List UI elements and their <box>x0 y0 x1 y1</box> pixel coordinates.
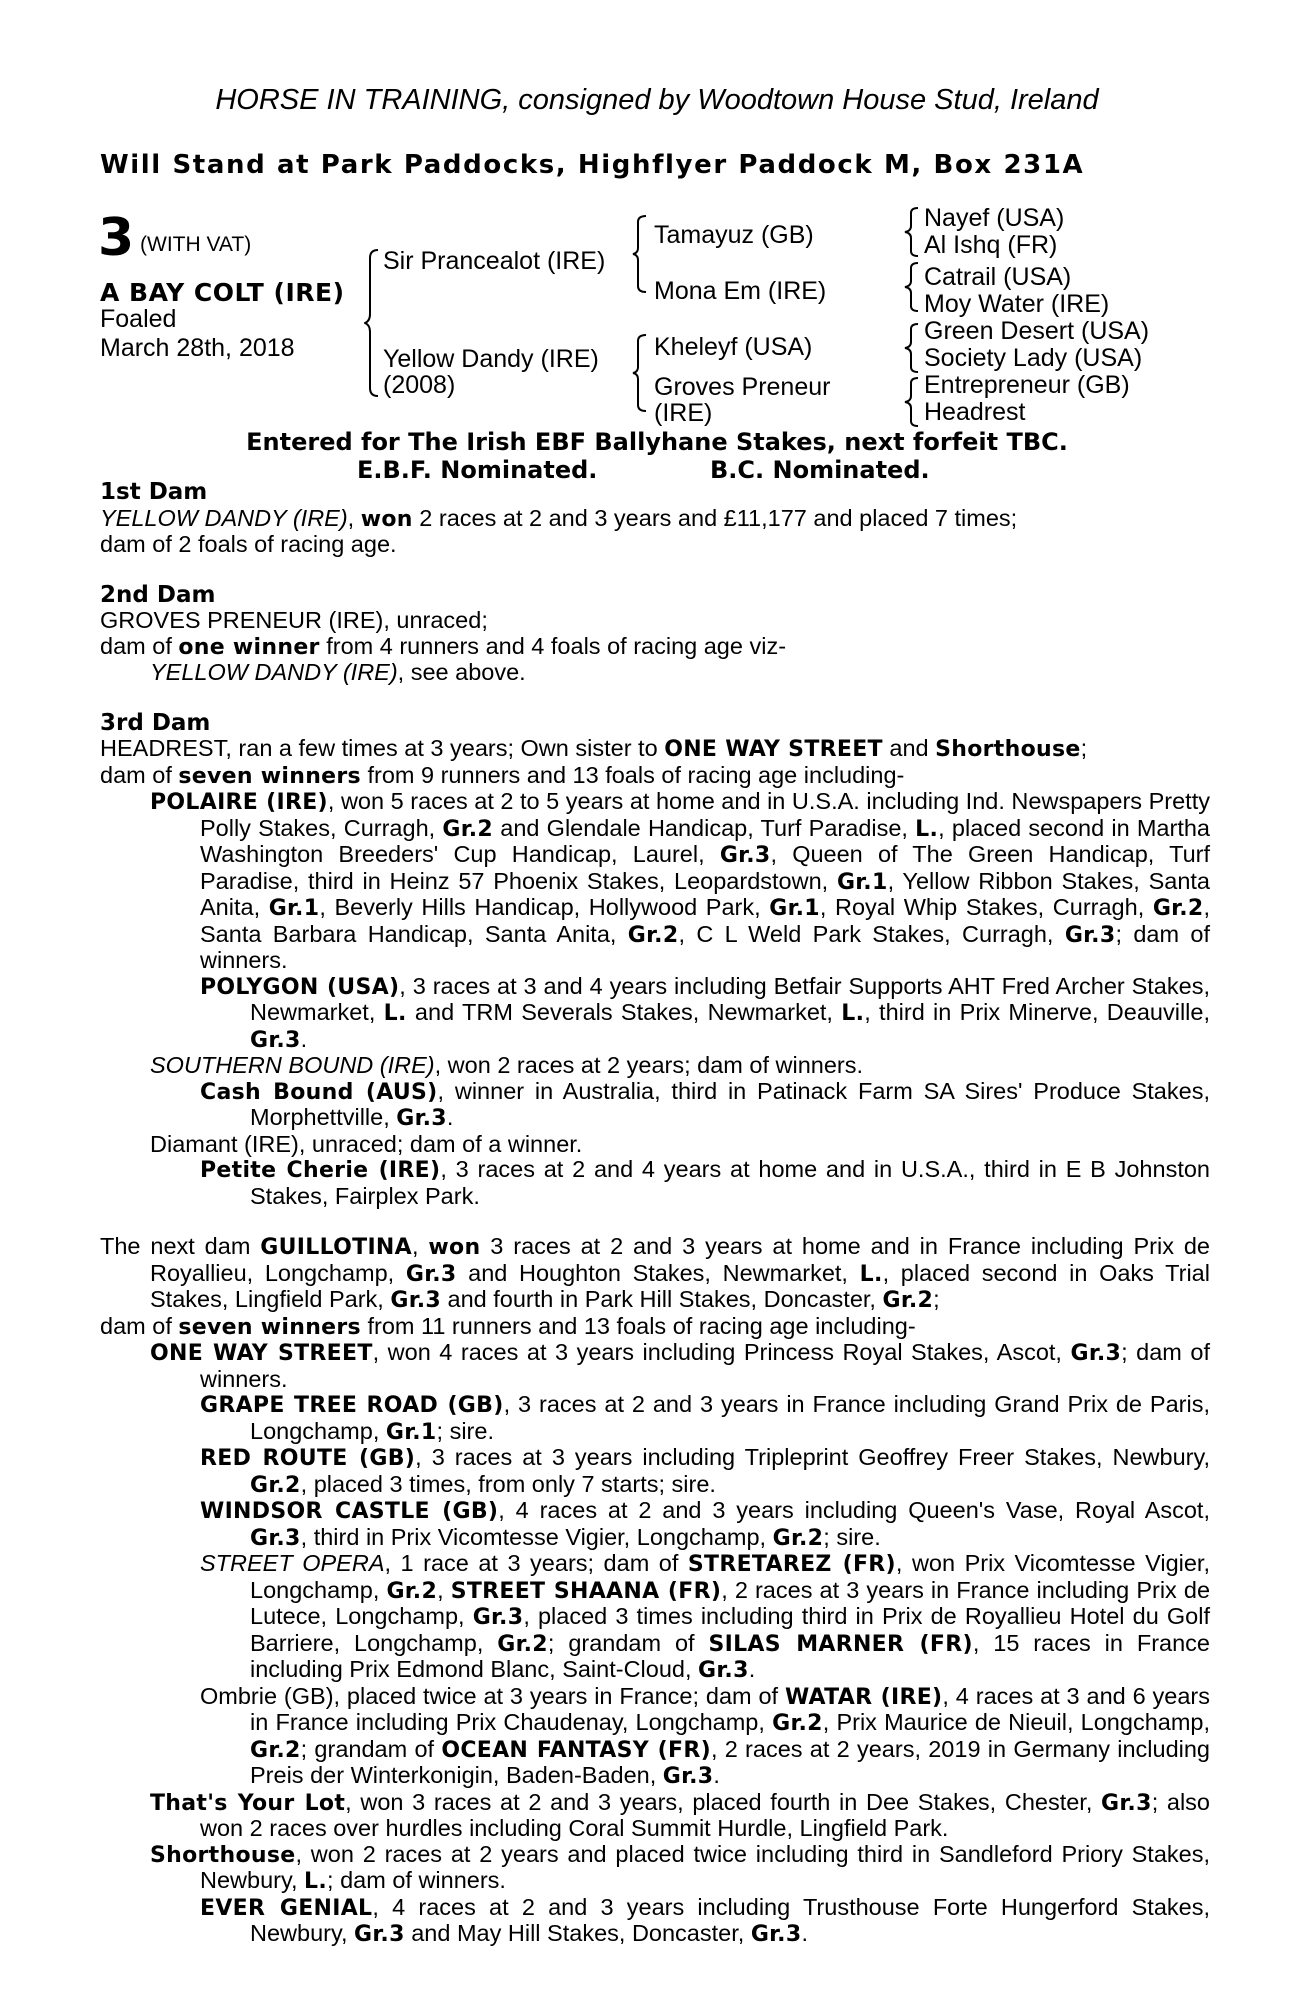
second-dam-text: GROVES PRENEUR (IRE), unraced; <box>100 607 488 633</box>
produce-petite-cherie: Petite Cherie (IRE), 3 races at 2 and 4 years at home and in U.S.A., third in E B Johnston Stakes, Fairplex Park. <box>200 1156 1210 1209</box>
pedigree-dam-sire: Kheleyf (USA) <box>654 333 813 361</box>
pedigree-g1: Nayef (USA) <box>924 204 1065 232</box>
produce-diamant: Diamant (IRE), unraced; dam of a winner. <box>150 1130 583 1157</box>
pedigree-sire-dam: Mona Em (IRE) <box>654 277 827 305</box>
consignor-heading: HORSE IN TRAINING, consigned by Woodtown House Stud, Ireland <box>215 84 1099 116</box>
third-dam-heading: 3rd Dam <box>100 709 211 736</box>
produce-street-opera: STREET OPERA, 1 race at 3 years; dam of STRETAREZ (FR), won Prix Vicomtesse Vigier, Longchamp, Gr.2, STREET SHAANA (FR), 2 races at 3 years in France including Prix de Lutece, Longchamp, Gr.3, placed 3 times including third in Prix de Royallieu Hotel du Golf Barriere, Longchamp, Gr.2; grandam of SILAS MARNER (FR), 15 races in France including Prix Edmond Blanc, Saint-Cloud, Gr.3. <box>200 1550 1211 1683</box>
produce-shorthouse: Shorthouse, won 2 races at 2 years and placed twice including third in Sandleford Priory Stakes, Newbury, L.; dam of winners. <box>150 1840 1210 1894</box>
pedigree-brace-sire <box>632 214 648 294</box>
first-dam-text: YELLOW DANDY (IRE), won 2 races at 2 and 3 years and £11,177 and placed 7 times; <box>100 504 1018 532</box>
produce-one-way-street: ONE WAY STREET, won 4 races at 3 years including Princess Royal Stakes, Ascot, Gr.3; dam of winners. <box>150 1339 1210 1392</box>
ebf-nominated: E.B.F. Nominated. <box>357 456 598 484</box>
catalogue-body <box>100 480 1210 1948</box>
pedigree-brace-g1 <box>904 206 920 258</box>
pedigree-dam-dam-suffix: (IRE) <box>654 399 713 427</box>
produce-windsor-castle: WINDSOR CASTLE (GB), 4 races at 2 and 3 years including Queen's Vase, Royal Ascot, Gr.3, third in Prix Vicomtesse Vigier, Longchamp, Gr.2; sire. <box>200 1497 1210 1551</box>
race-entry: Entered for The Irish EBF Ballyhane Stakes, next forfeit TBC. <box>246 428 1068 456</box>
pedigree-sire-sire: Tamayuz (GB) <box>654 221 814 249</box>
second-dam-heading: 2nd Dam <box>100 581 216 608</box>
produce-thats-your-lot: That's Your Lot, won 3 races at 2 and 3 years, placed fourth in Dee Stakes, Chester, Gr.3; also won 2 races over hurdles including Coral Summit Hurdle, Lingfield Park. <box>150 1788 1211 1841</box>
pedigree-g4: Moy Water (IRE) <box>924 290 1110 318</box>
produce-ombrie: Ombrie (GB), placed twice at 3 years in France; dam of WATAR (IRE), 4 races at 3 and 6 years in France including Prix Chaudenay, Longchamp, Gr.2, Prix Maurice de Nieuil, Longchamp, Gr.2; grandam of OCEAN FANTASY (FR), 2 races at 2 years, 2019 in Germany including Preis der Winterkonigin, Baden-Baden, Gr.3. <box>200 1682 1211 1789</box>
pedigree-dam-name: Yellow Dandy (IRE) <box>383 345 599 373</box>
foaled-info <box>100 305 295 363</box>
pedigree-brace-g4 <box>904 376 920 428</box>
pedigree-dam <box>383 346 599 398</box>
third-dam-text-2: dam of seven winners from 9 runners and 13 foals of racing age including- <box>100 761 905 789</box>
second-dam-text-2: dam of one winner from 4 runners and 4 foals of racing age viz- <box>100 632 787 660</box>
foaled-label: Foaled <box>100 305 177 333</box>
first-dam-text-2: dam of 2 foals of racing age. <box>100 531 397 557</box>
pedigree-dam-dam <box>654 374 830 426</box>
pedigree-brace-main <box>364 248 380 398</box>
foaled-date: March 28th, 2018 <box>100 334 295 362</box>
first-dam-heading: 1st Dam <box>100 479 208 505</box>
produce-cash-bound: Cash Bound (AUS), winner in Australia, third in Patinack Farm SA Sires' Produce Stakes, Morphettville, Gr.3. <box>200 1077 1210 1131</box>
produce-ever-genial: EVER GENIAL, 4 races at 2 and 3 years including Trusthouse Forte Hungerford Stakes, Newbury, Gr.3 and May Hill Stakes, Doncaster, Gr.3. <box>200 1893 1211 1947</box>
next-dam-text: The next dam GUILLOTINA, won 3 races at 2 and 3 years at home and in France including Prix de Royallieu, Longchamp, Gr.3 and Houghton Stakes, Newmarket, L., placed second in Oaks Trial Stakes, Lingfield Park, Gr.3 and fourth in Park Hill Stakes, Doncaster, Gr.2; <box>100 1233 1211 1313</box>
produce-polygon: POLYGON (USA), 3 races at 3 and 4 years including Betfair Supports AHT Fred Archer Stakes, Newmarket, L. and TRM Severals Stakes, Newmarket, L., third in Prix Minerve, Deauville, Gr.3. <box>200 972 1211 1053</box>
pedigree-g3: Catrail (USA) <box>924 263 1072 291</box>
produce-polaire: POLAIRE (IRE), won 5 races at 2 to 5 years at home and in U.S.A. including Ind. Newspapers Pretty Polly Stakes, Curragh, Gr.2 and Glendale Handicap, Turf Paradise, L., placed second in Martha Washington Breeders' Cup Handicap, Laurel, Gr.3, Queen of The Green Handicap, Turf Paradise, third in Heinz 57 Phoenix Stakes, Leopardstown, Gr.1, Yellow Ribbon Stakes, Santa Anita, Gr.1, Beverly Hills Handicap, Hollywood Park, Gr.1, Royal Whip Stakes, Curragh, Gr.2, Santa Barbara Handicap, Santa Anita, Gr.2, C L Weld Park Stakes, Curragh, Gr.3; dam of winners. <box>150 788 1211 973</box>
lot-title: A BAY COLT (IRE) <box>100 278 345 307</box>
pedigree-brace-g3 <box>904 322 920 374</box>
pedigree-dam-year: (2008) <box>383 371 456 399</box>
pedigree-g5: Green Desert (USA) <box>924 317 1150 345</box>
pedigree-g8: Headrest <box>924 398 1026 426</box>
bc-nominated: B.C. Nominated. <box>710 456 930 484</box>
stand-location: Will Stand at Park Paddocks, Highflyer Paddock M, Box 231A <box>100 150 1085 180</box>
produce-red-route: RED ROUTE (GB), 3 races at 3 years including Tripleprint Geoffrey Freer Stakes, Newbury, Gr.2, placed 3 times, from only 7 starts; sire. <box>200 1444 1210 1498</box>
third-dam-text: HEADREST, ran a few times at 3 years; Own sister to ONE WAY STREET and Shorthouse; <box>100 735 1088 762</box>
produce-grape-tree-road: GRAPE TREE ROAD (GB), 3 races at 2 and 3 years in France including Grand Prix de Paris, Longchamp, Gr.1; sire. <box>200 1391 1210 1445</box>
produce-southern-bound: SOUTHERN BOUND (IRE), won 2 races at 2 years; dam of winners. <box>150 1052 864 1078</box>
pedigree-g7: Entrepreneur (GB) <box>924 371 1130 399</box>
pedigree-g6: Society Lady (USA) <box>924 344 1143 372</box>
next-dam-text-2: dam of seven winners from 11 runners and 13 foals of racing age including- <box>100 1312 916 1340</box>
pedigree-g2: Al Ishq (FR) <box>924 231 1058 259</box>
lot-number: 3 <box>98 208 135 268</box>
pedigree-dam-dam-name: Groves Preneur <box>654 373 831 401</box>
pedigree-brace-dam <box>632 333 648 413</box>
pedigree-sire: Sir Prancealot (IRE) <box>383 247 606 275</box>
vat-note: (WITH VAT) <box>140 233 252 256</box>
pedigree-brace-g2 <box>904 261 920 313</box>
second-dam-produce: YELLOW DANDY (IRE), see above. <box>150 659 526 685</box>
